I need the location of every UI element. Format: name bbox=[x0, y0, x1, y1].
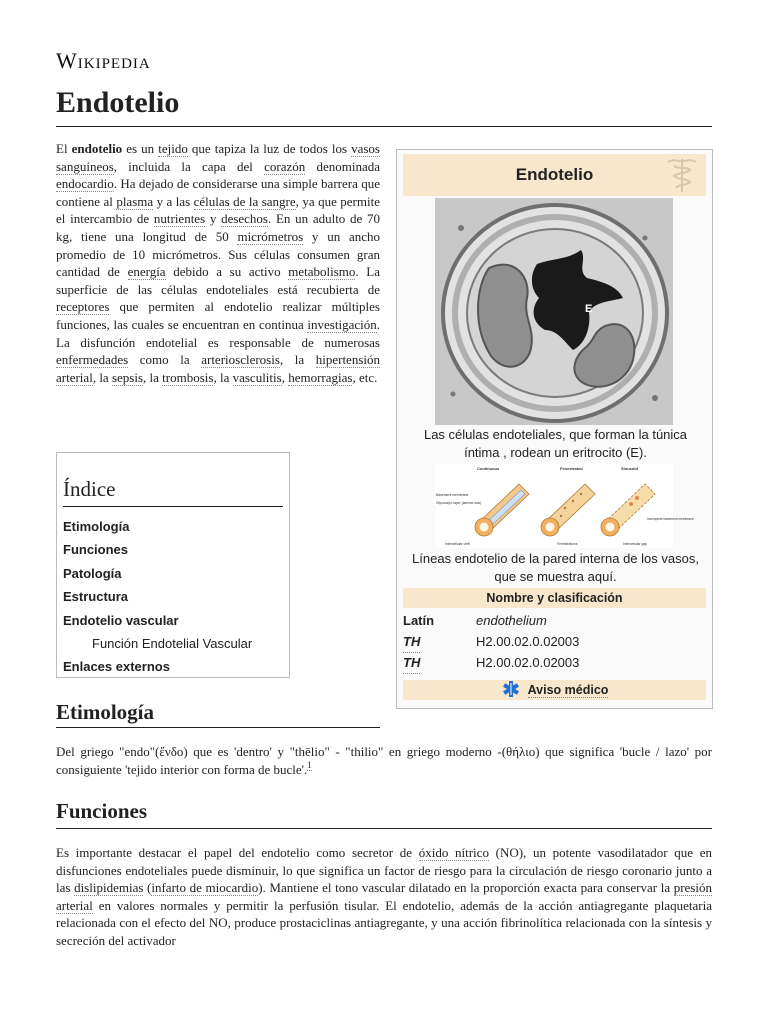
diagram-label-glycocalyx: Glycocalyx layer (lamina rara) bbox=[436, 501, 481, 505]
infobox-row-value: H2.00.02.0.02003 bbox=[476, 634, 580, 649]
infobox-row-value: endothelium bbox=[476, 613, 547, 628]
diagram-label-basement-membrane: Basement membrane bbox=[436, 493, 469, 497]
infobox-row-th-1 bbox=[403, 632, 706, 652]
etimologia-paragraph: Del griego "endo"(ἔνδο) que es 'dentro' y "thēlio" - "thilio" en griego moderno -(θήλιο) que significa 'bucle / lazo' por consiguiente 'tejido interior con forma de bucle'.$^1$ bbox=[56, 744, 712, 777]
medical-notice-bar bbox=[403, 680, 706, 700]
wiki-link[interactable]: óxido nítrico bbox=[418, 845, 489, 860]
toc-item-endotelio-vascular[interactable]: Endotelio vascular bbox=[63, 612, 179, 628]
wikipedia-wordmark[interactable]: Wikipedia bbox=[56, 48, 151, 73]
diagram-label-fenestrations: Fenestrations bbox=[557, 542, 578, 546]
wiki-link[interactable]: 1 bbox=[307, 760, 312, 771]
wiki-link[interactable]: tejido bbox=[158, 141, 188, 156]
infobox-title: Endotelio bbox=[515, 165, 594, 184]
toc-item-etimologia[interactable]: Etimología bbox=[63, 519, 130, 534]
diagram-label-intercellular-cleft: Intercellular cleft bbox=[445, 542, 470, 546]
wiki-link[interactable]: metabolismo bbox=[288, 264, 356, 280]
wiki-link[interactable]: plasma bbox=[116, 193, 154, 209]
diagram-column-sinusoid: Sinusoid bbox=[621, 466, 638, 471]
wiki-link[interactable]: vasos sanguíneos bbox=[56, 141, 380, 174]
wiki-link[interactable]: vasculitis bbox=[232, 369, 282, 385]
medical-notice-link[interactable]: Aviso médico bbox=[527, 683, 609, 697]
toc-item-funcion-endotelial-vascular[interactable]: Función Endotelial Vascular bbox=[92, 636, 253, 652]
wiki-link[interactable]: sepsis bbox=[111, 369, 144, 385]
infobox-row-key[interactable]: TH bbox=[403, 632, 420, 653]
star-of-life-icon bbox=[501, 680, 521, 698]
wiki-link[interactable]: células de la sangre bbox=[193, 193, 296, 209]
endothelial-cell-micrograph[interactable] bbox=[435, 198, 673, 425]
table-of-contents bbox=[56, 452, 290, 678]
wiki-link[interactable]: trombosis bbox=[162, 369, 214, 385]
wiki-link[interactable]: hipertensión arterial bbox=[56, 352, 380, 385]
infobox-caption-1: Las células endoteliales, que forman la túnica íntima , rodean un eritrocito (E). bbox=[423, 427, 688, 460]
diagram-label-incomplete-basement: Incomplete basement membrane bbox=[647, 517, 694, 521]
infobox-row-key: Latín bbox=[403, 613, 435, 628]
lead-paragraph: El endotelio es un tejido que tapiza la luz de todos los vasos sanguíneos, incluida la capa del corazón denominada endocardio. Ha dejado de considerarse una simple barrera que contiene al plasma y a las células de la sangre, ya que permite el intercambio de nutrientes y desechos. En un adulto de 70 kg, tiene una longitud de 50 micrómetros y un ancho promedio de 10 micrómetros. Sus células consumen gran cantidad de energía debido a su activo metabolismo. La superficie de las células endoteliales está recubierta de receptores que permiten al endotelio realizar múltiples funciones, las cuales se encuentran en continua investigación. La disfunción endotelial es responsable de numerosas enfermedades como la arteriosclerosis, la hipertensión arterial, la sepsis, la trombosis, la vasculitis, hemorragias, etc. bbox=[56, 141, 380, 385]
wiki-link[interactable]: nutrientes bbox=[153, 211, 206, 227]
heading-divider bbox=[56, 828, 712, 829]
infobox-row-value: H2.00.02.0.02003 bbox=[476, 655, 580, 670]
wiki-link[interactable]: presión arterial bbox=[56, 880, 712, 913]
heading-funciones: Funciones bbox=[56, 799, 148, 823]
title-divider bbox=[56, 126, 712, 127]
toc-list bbox=[63, 515, 283, 679]
wiki-link[interactable]: enfermedades bbox=[56, 352, 129, 368]
wiki-link[interactable]: infarto de miocardio bbox=[151, 880, 259, 896]
wiki-link[interactable]: hemorragias bbox=[288, 369, 353, 385]
wiki-link[interactable]: investigación bbox=[307, 316, 377, 332]
diagram-column-fenestrated: Fenestrated bbox=[560, 466, 583, 471]
wiki-link[interactable]: desechos bbox=[221, 211, 268, 227]
page-title: Endotelio bbox=[56, 86, 180, 119]
wiki-link[interactable]: energía bbox=[127, 264, 166, 280]
infobox-section-header: Nombre y clasificación bbox=[403, 588, 706, 608]
erythrocyte-label: E bbox=[585, 303, 593, 315]
infobox-row-key[interactable]: TH bbox=[403, 653, 420, 674]
toc-item-estructura[interactable]: Estructura bbox=[63, 589, 129, 605]
wiki-link[interactable]: corazón bbox=[264, 158, 306, 174]
wiki-link[interactable]: receptores bbox=[56, 299, 110, 315]
infobox-row-latin bbox=[403, 611, 706, 631]
wiki-link[interactable]: dislipidemias bbox=[74, 880, 144, 896]
toc-item-funciones[interactable]: Funciones bbox=[63, 542, 129, 558]
infobox-row-th-2 bbox=[403, 653, 706, 673]
capillary-types-diagram[interactable] bbox=[435, 464, 694, 548]
caduceus-watermark-icon bbox=[664, 156, 700, 194]
wiki-link[interactable]: endocardio bbox=[56, 176, 114, 192]
heading-etimologia: Etimología bbox=[56, 700, 154, 724]
toc-item-patologia[interactable]: Patología bbox=[63, 565, 122, 581]
heading-divider bbox=[56, 727, 380, 728]
infobox-caption-2: Líneas endotelio de la pared interna de los vasos, que se muestra aquí. bbox=[412, 551, 699, 584]
diagram-column-continuous: Continuous bbox=[477, 466, 500, 471]
wiki-link[interactable]: arteriosclerosis bbox=[201, 352, 280, 368]
funciones-paragraph: Es importante destacar el papel del endotelio como secretor de óxido nítrico (NO), un potente vasodilatador que en disfunciones endoteliales puede disminuir, lo que significa un factor de riesgo para la circulación de riesgo coronario junto a las dislipidemias (infarto de miocardio). Mantiene el tono vascular dilatado en la proporción exacta para conservar la presión arterial en valores normales y permitir la perfusión tisular. El endotelio, además de la acción antiagregante plaquetaria relacionada con el efecto del NO, produce prostaciclinas antiagregante, y una acción fibrinolítica relacionada con la síntesis y secreción del activador bbox=[56, 845, 713, 948]
infobox-header bbox=[403, 154, 706, 196]
toc-title: Índice bbox=[63, 477, 283, 507]
toc-item-enlaces-externos[interactable]: Enlaces externos bbox=[63, 659, 170, 675]
infobox bbox=[396, 149, 713, 709]
diagram-label-intercellular-gap: Intercellular gap bbox=[623, 542, 648, 546]
wiki-link[interactable]: micrómetros bbox=[237, 228, 304, 244]
